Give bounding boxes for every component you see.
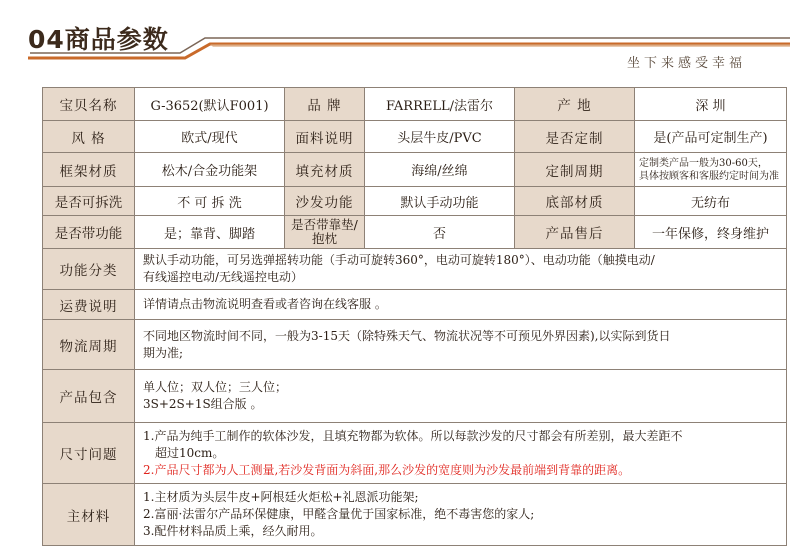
spec-label: 品 牌	[285, 88, 365, 121]
detail-value	[135, 484, 787, 546]
detail-row	[43, 249, 787, 290]
spec-label-line: 抱枕	[311, 231, 337, 246]
detail-line: 2.富丽·法雷尔产品环保健康，甲醛含量优于国家标准，绝不毒害您的家人;	[143, 507, 535, 521]
detail-value	[135, 320, 787, 370]
spec-label: 是否带功能	[43, 216, 135, 249]
spec-value: 头层牛皮/PVC	[365, 121, 515, 153]
detail-label: 物流周期	[43, 320, 135, 370]
spec-label: 产 地	[515, 88, 635, 121]
detail-row	[43, 370, 787, 423]
detail-label: 主材料	[43, 484, 135, 546]
detail-line: 超过10cm。	[155, 445, 225, 460]
detail-label: 功能分类	[43, 249, 135, 290]
spec-label: 面料说明	[285, 121, 365, 153]
detail-line: 1.产品为纯手工制作的软体沙发，且填充物都为软体。所以每款沙发的尺寸都会有所差别，最大差距不	[143, 428, 683, 443]
detail-line: 1.主材质为头层牛皮+阿根廷火炬松+礼恩派功能架;	[143, 490, 419, 504]
detail-row	[43, 423, 787, 484]
detail-row	[43, 484, 787, 546]
detail-value	[135, 370, 787, 423]
spec-label: 定制周期	[515, 153, 635, 187]
spec-value: 欧式/现代	[135, 121, 285, 153]
section-slogan: 坐下来感受幸福	[626, 56, 746, 71]
detail-label: 运费说明	[43, 290, 135, 320]
spec-value: 深 圳	[635, 88, 787, 121]
spec-label-line: 是否带靠垫/	[291, 217, 358, 232]
detail-line: 单人位；双人位；三人位；	[143, 380, 288, 394]
detail-line: 期为准;	[143, 345, 184, 360]
spec-value: 是；靠背、脚踏	[135, 216, 285, 249]
spec-label	[285, 216, 365, 249]
section-title	[28, 20, 169, 56]
spec-row	[43, 121, 787, 153]
detail-line: 3S+2S+1S组合版 。	[143, 397, 263, 411]
detail-value	[135, 423, 787, 484]
spec-value: 无纺布	[635, 187, 787, 216]
spec-label: 是否可拆洗	[43, 187, 135, 216]
spec-value	[635, 153, 787, 187]
spec-value: 默认手动功能	[365, 187, 515, 216]
spec-value: 松木/合金功能架	[135, 153, 285, 187]
spec-row	[43, 216, 787, 249]
spec-row	[43, 88, 787, 121]
spec-label: 框架材质	[43, 153, 135, 187]
spec-value: 否	[365, 216, 515, 249]
spec-table	[42, 87, 787, 546]
spec-value: G-3652(默认F001)	[135, 88, 285, 121]
detail-value	[135, 249, 787, 290]
detail-row	[43, 320, 787, 370]
spec-label: 填充材质	[285, 153, 365, 187]
spec-row	[43, 153, 787, 187]
spec-value: 一年保修，终身维护	[635, 216, 787, 249]
detail-label: 尺寸问题	[43, 423, 135, 484]
custom-cycle-line: 定制类产品一般为30-60天，	[639, 157, 768, 169]
detail-line: 3.配件材料品质上乘，经久耐用。	[143, 524, 323, 538]
spec-label: 是否定制	[515, 121, 635, 153]
spec-value: 是(产品可定制生产)	[635, 121, 787, 153]
spec-value: FARRELL/法雷尔	[365, 88, 515, 121]
detail-line: 不同地区物流时间不同，一般为3-15天（除特殊天气、物流状况等不可预见外界因素),以实际到货日	[143, 328, 671, 343]
spec-row	[43, 187, 787, 216]
spec-value: 海绵/丝绵	[365, 153, 515, 187]
spec-label: 风 格	[43, 121, 135, 153]
spec-value: 不 可 拆 洗	[135, 187, 285, 216]
section-number: 04	[28, 25, 65, 54]
section-header	[0, 0, 798, 80]
custom-cycle-line: 具体按顾客和客服约定时间为准	[639, 170, 779, 182]
spec-label: 底部材质	[515, 187, 635, 216]
detail-label: 产品包含	[43, 370, 135, 423]
detail-line: 详情请点击物流说明查看或者咨询在线客服 。	[143, 297, 387, 311]
spec-label: 沙发功能	[285, 187, 365, 216]
detail-value	[135, 290, 787, 320]
detail-line-warning: 2.产品尺寸都为人工测量,若沙发背面为斜面,那么沙发的宽度则为沙发最前端到背靠的距离。	[143, 462, 631, 477]
detail-line: 有线遥控电动/无线遥控电动）	[143, 270, 304, 284]
detail-line: 默认手动功能，可另选弹摇转功能（手动可旋转360°，电动可旋转180°）、电动功能（触摸电动/	[143, 253, 655, 267]
section-title-text: 商品参数	[64, 25, 169, 54]
detail-row	[43, 290, 787, 320]
spec-label: 宝贝名称	[43, 88, 135, 121]
spec-label: 产品售后	[515, 216, 635, 249]
